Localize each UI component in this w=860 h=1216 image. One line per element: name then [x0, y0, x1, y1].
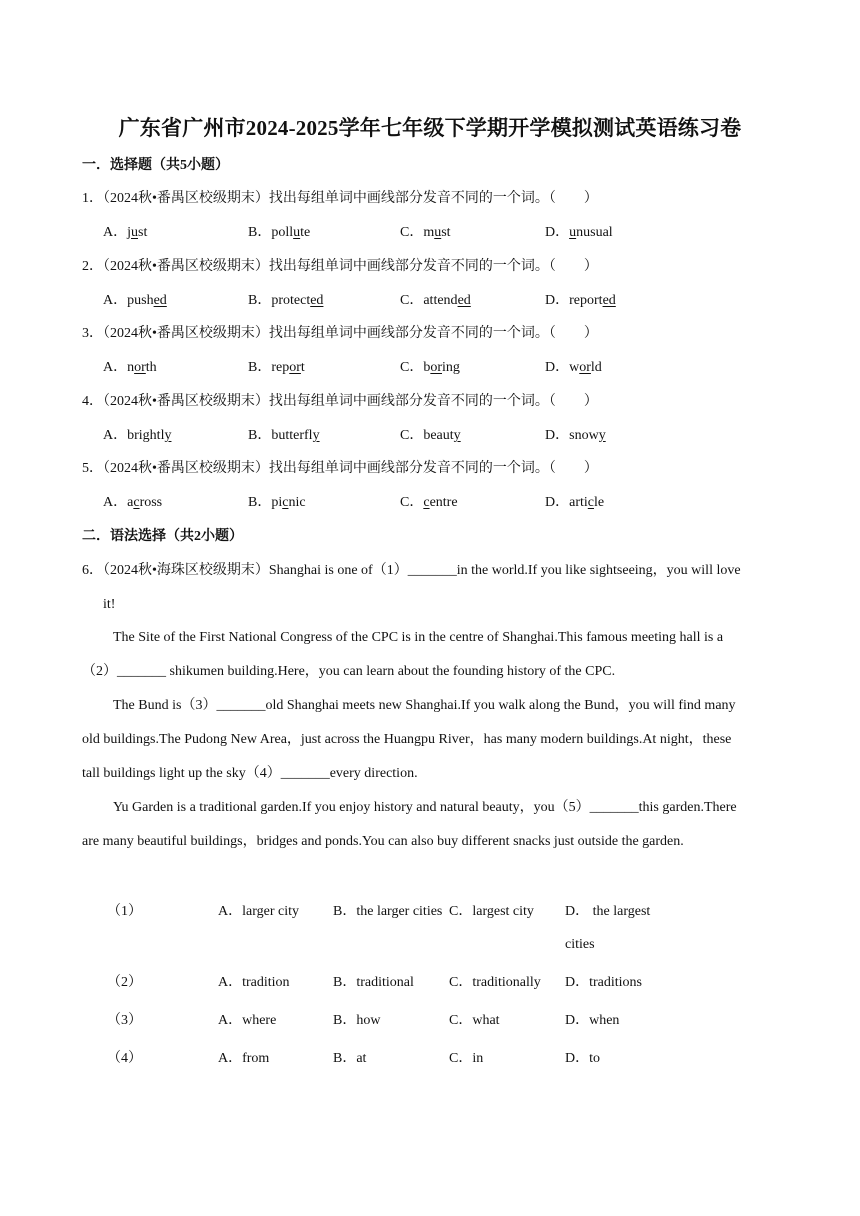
option-c: C．centre [400, 495, 458, 510]
passage-line: tall buildings light up the sky（4）_______every direction. [82, 766, 418, 781]
choice-number: （3） [107, 1013, 142, 1028]
question-stem: 2．（2024秋•番禺区校级期末）找出每组单词中画线部分发音不同的一个词。（ ） [82, 259, 598, 274]
section-heading-choice: 一．选择题（共5小题） [82, 158, 229, 173]
option-b: B．picnic [248, 495, 306, 510]
option-c: C．attended [400, 293, 471, 308]
option-b: B．butterfly [248, 428, 320, 443]
passage-line: it! [103, 597, 116, 612]
option-a: A．just [103, 225, 148, 240]
option-c: C．beauty [400, 428, 461, 443]
option-d: D．reported [545, 293, 616, 308]
choice-number: （2） [107, 975, 142, 990]
option-a: A．brightly [103, 428, 172, 443]
question-stem: 1．（2024秋•番禺区校级期末）找出每组单词中画线部分发音不同的一个词。（ ） [82, 191, 598, 206]
option-a: A．across [103, 495, 163, 510]
choice-d: D．when [565, 1013, 620, 1028]
choice-number: （1） [107, 904, 142, 919]
question-stem: 3．（2024秋•番禺区校级期末）找出每组单词中画线部分发音不同的一个词。（ ） [82, 326, 598, 341]
choice-c: C．what [449, 1013, 500, 1028]
choice-d: D．traditions [565, 975, 642, 990]
option-c: C．must [400, 225, 451, 240]
page-title: 广东省广州市2024-2025学年七年级下学期开学模拟测试英语练习卷 [118, 116, 742, 140]
option-d: D．snowy [545, 428, 606, 443]
option-d: D．unusual [545, 225, 613, 240]
option-d: D．article [545, 495, 605, 510]
option-b: B．protected [248, 293, 324, 308]
choice-d: D．to [565, 1051, 600, 1066]
choice-d-continued: cities [565, 937, 595, 952]
question-stem: 4．（2024秋•番禺区校级期末）找出每组单词中画线部分发音不同的一个词。（ ） [82, 394, 598, 409]
choice-a: A．where [218, 1013, 277, 1028]
option-c: C．boring [400, 360, 460, 375]
passage-line: Yu Garden is a traditional garden.If you enjoy history and natural beauty，you（5）_______this garden.There [113, 800, 737, 815]
option-a: A．pushed [103, 293, 167, 308]
choice-a: A．larger city [218, 904, 299, 919]
passage-line: （2）_______ shikumen building.Here，you can learn about the founding history of the CPC. [82, 664, 616, 679]
choice-c: C．traditionally [449, 975, 541, 990]
choice-a: A．from [218, 1051, 270, 1066]
choice-b: B．traditional [333, 975, 414, 990]
passage-line: 6．（2024秋•海珠区校级期末）Shanghai is one of（1）_______in the world.If you like sightseeing，you will love [82, 563, 741, 578]
choice-d: D． the largest [565, 904, 651, 919]
choice-c: C．largest city [449, 904, 534, 919]
passage-line: are many beautiful buildings，bridges and ponds.You can also buy different snacks just outside the garden. [82, 834, 684, 849]
choice-b: B．the larger cities [333, 904, 443, 919]
passage-line: old buildings.The Pudong New Area，just across the Huangpu River，has many modern buildings.At night，these [82, 732, 732, 747]
option-b: B．report [248, 360, 305, 375]
option-a: A．north [103, 360, 157, 375]
option-b: B．pollute [248, 225, 311, 240]
passage-line: The Site of the First National Congress of the CPC is in the centre of Shanghai.This famous meeting hall is a [113, 630, 724, 645]
option-d: D．world [545, 360, 602, 375]
choice-b: B．at [333, 1051, 367, 1066]
section-heading-grammar: 二．语法选择（共2小题） [82, 529, 243, 544]
passage-line: The Bund is（3）_______old Shanghai meets new Shanghai.If you walk along the Bund，you will find many [113, 698, 736, 713]
choice-b: B．how [333, 1013, 381, 1028]
choice-number: （4） [107, 1051, 142, 1066]
question-stem: 5．（2024秋•番禺区校级期末）找出每组单词中画线部分发音不同的一个词。（ ） [82, 461, 598, 476]
choice-a: A．tradition [218, 975, 290, 990]
choice-c: C．in [449, 1051, 484, 1066]
